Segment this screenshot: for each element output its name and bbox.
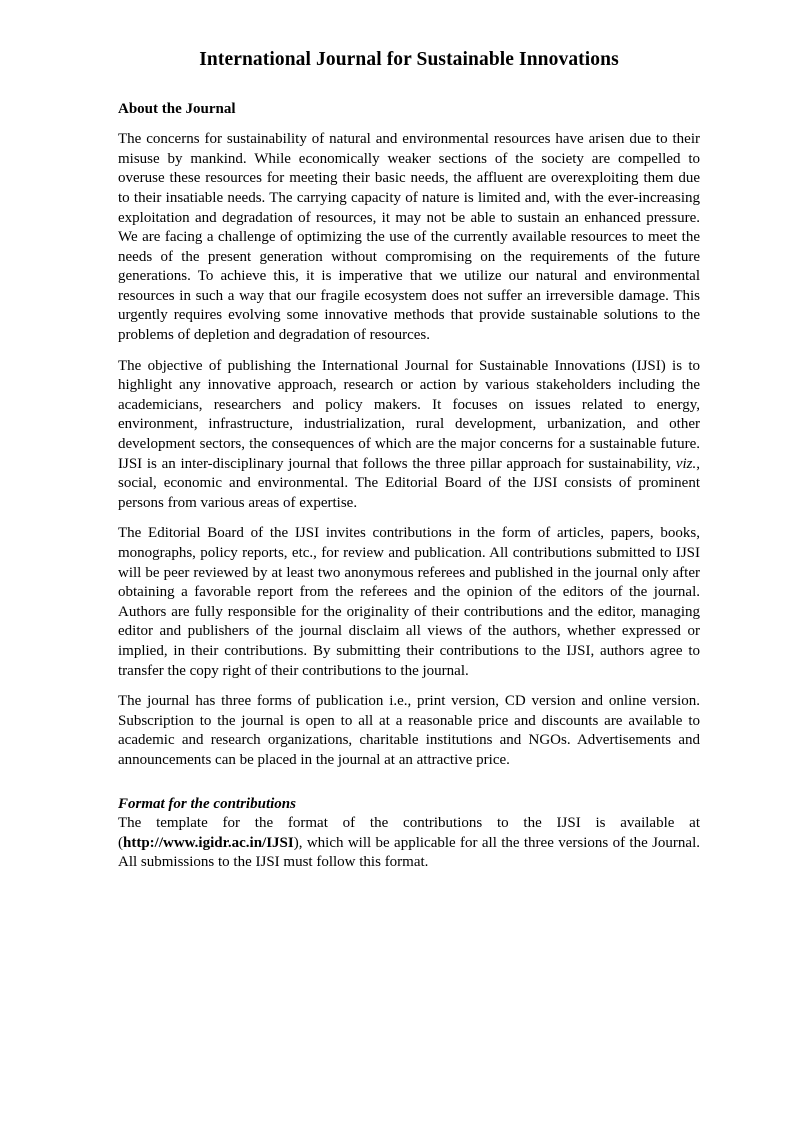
section-heading-about-the-journal: About the Journal bbox=[118, 101, 236, 118]
paragraph-sustainability-concerns: The concerns for sustainability of natural and environmental resources have arisen due to their misuse by mankind. While economically weaker sections of the society are compelled to overuse these resources for meeting their basic needs, the affluent are overexploiting them due to their insatiable needs. The carrying capacity of nature is limited and, with the ever-increasing exploitation and degradation of resources, it may not be able to sustain an enhanced pressure. We are facing a challenge of optimizing the use of the currently available resources to meet the needs of the present generation without compromising on the requirements of the future generations. To achieve this, it is imperative that we utilize our natural and environmental resources in such a way that our fragile ecosystem does not suffer an irreversible damage. This urgently requires evolving some innovative methods that provide sustainable solutions to the problems of depletion and degradation of resources. bbox=[118, 131, 700, 344]
section-heading-format-for-contributions: Format for the contributions bbox=[118, 795, 296, 812]
format-text-part-two: ), which will be applicable for all the three versions of the Journal. All submissions to the IJSI must follow this format. bbox=[118, 834, 700, 871]
document-content bbox=[118, 0, 700, 873]
paragraph-editorial-board-contributions: The Editorial Board of the IJSI invites contributions in the form of articles, papers, books, monographs, policy reports, etc., for review and publication. All contributions submitted to IJSI will be peer reviewed by at least two anonymous referees and published in the journal only after obtaining a favorable report from the referees and the opinion of the editors of the journal. Authors are fully responsible for the originality of their contributions and the editor, managing editor and publishers of the journal disclaim all views of the authors, whether expressed or implied, in their contributions. By submitting their contributions to the IJSI, authors agree to transfer the copy right of their contributions to the journal. bbox=[118, 525, 700, 679]
objective-text-part-two: , social, economic and environmental. The Editorial Board of the IJSI consists of prominent persons from various areas of expertise. bbox=[118, 455, 700, 511]
paragraph-journal-objective bbox=[118, 346, 700, 514]
page-title: International Journal for Sustainable Innovations bbox=[199, 49, 619, 70]
paragraph-publication-forms: The journal has three forms of publication i.e., print version, CD version and online version. Subscription to the journal is open to all at a reasonable price and discounts are available to academic and research organizations, charitable institutions and NGOs. Advertisements and announcements can be placed in the journal at an attractive price. bbox=[118, 693, 700, 768]
journal-template-url[interactable]: http://www.igidr.ac.in/IJSI bbox=[123, 834, 294, 851]
format-text-part-one: The template for the format of the contributions to the IJSI is available at ( bbox=[118, 815, 700, 851]
objective-italic-term: viz. bbox=[675, 455, 697, 472]
paragraph-template-format bbox=[118, 813, 700, 873]
objective-text-part-one: The objective of publishing the International Journal for Sustainable Innovations (IJSI) is to highlight any innovative approach, research or action by various stakeholders including the academicians, researchers and policy makers. It focuses on issues related to energy, environment, infrastructure, industrialization, rural development, urbanization, and other development sectors, the consequences of which are the major concerns for a sustainable future. IJSI is an inter-disciplinary journal that follows the three pillar approach for sustainability, bbox=[118, 357, 700, 472]
